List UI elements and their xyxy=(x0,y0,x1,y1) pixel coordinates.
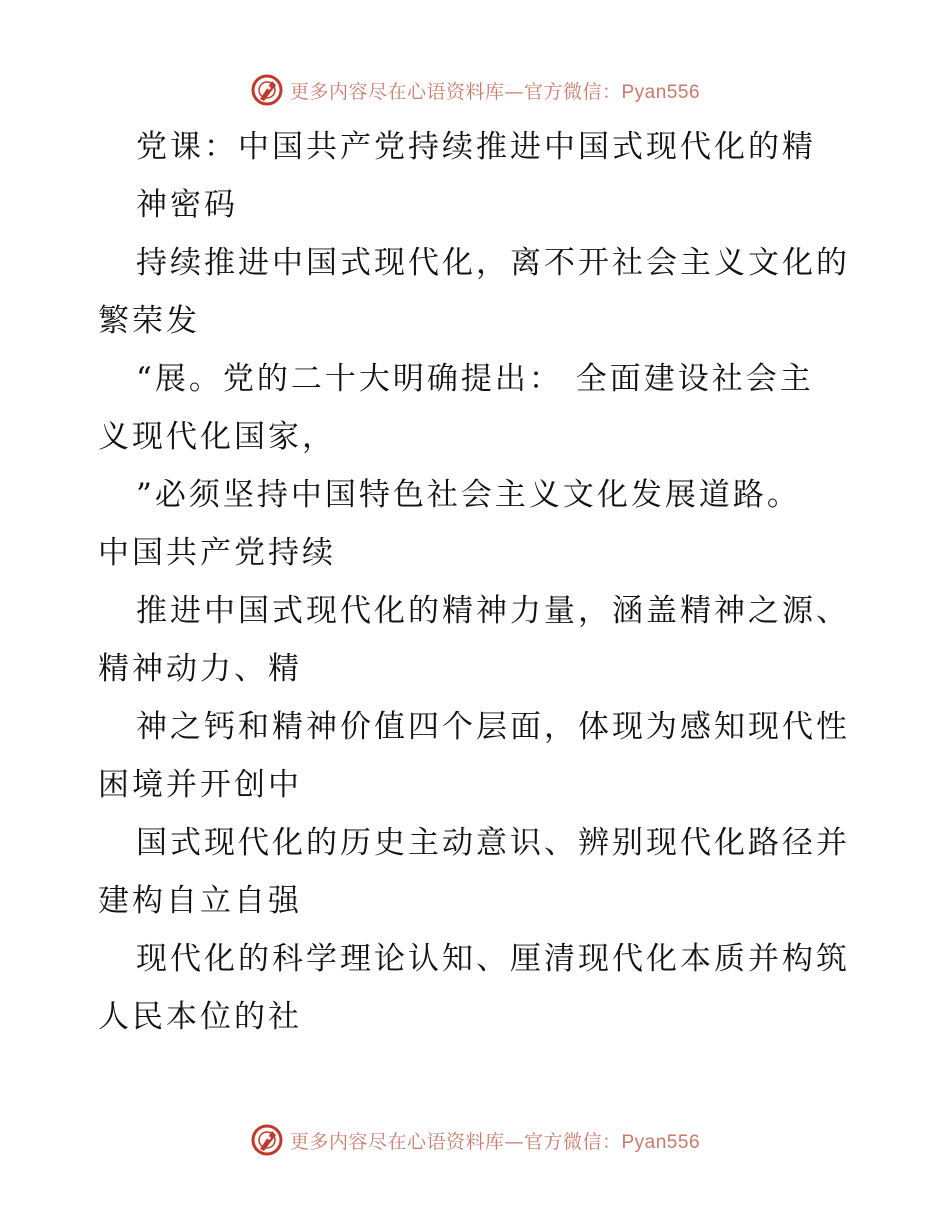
document-body xyxy=(98,118,878,1046)
header-banner-text: 更多内容尽在心语资料库—官方微信：Pyan556 xyxy=(289,80,701,103)
footer-banner-text: 更多内容尽在心语资料库—官方微信：Pyan556 xyxy=(289,1130,701,1153)
text-line: 国式现代化的历史主动意识、辨别现代化路径并 xyxy=(136,825,850,861)
pen-nib-logo-icon xyxy=(250,73,284,107)
text-line: 党课：中国共产党持续推进中国式现代化的精 xyxy=(136,129,816,165)
footer-wechat-id: Pyan556 xyxy=(621,1131,701,1153)
text-line: 神密码 xyxy=(136,187,238,223)
text-line: ”必须坚持中国特色社会主义文化发展道路。 xyxy=(136,477,801,513)
text-line: “展。党的二十大明确提出： 全面建设社会主 xyxy=(136,361,814,397)
text-line: 中国共产党持续 xyxy=(98,535,336,571)
text-line: 持续推进中国式现代化，离不开社会主义文化的 xyxy=(136,245,850,281)
text-line: 困境并开创中 xyxy=(98,767,302,803)
text-line: 神之钙和精神价值四个层面，体现为感知现代性 xyxy=(136,709,850,745)
footer-banner-content xyxy=(250,1123,700,1157)
text-line: 精神动力、精 xyxy=(98,651,302,687)
text-line: 义现代化国家， xyxy=(98,419,336,455)
pen-nib-logo-icon xyxy=(250,1123,284,1157)
text-line: 推进中国式现代化的精神力量，涵盖精神之源、 xyxy=(136,593,850,629)
header-wechat-id: Pyan556 xyxy=(621,81,701,103)
footer-banner xyxy=(0,1118,950,1162)
header-banner xyxy=(0,68,950,112)
header-banner-content xyxy=(250,73,700,107)
text-line: 繁荣发 xyxy=(98,303,200,339)
text-line: 建构自立自强 xyxy=(98,883,302,919)
text-line: 人民本位的社 xyxy=(98,999,302,1035)
text-line: 现代化的科学理论认知、厘清现代化本质并构筑 xyxy=(136,941,850,977)
